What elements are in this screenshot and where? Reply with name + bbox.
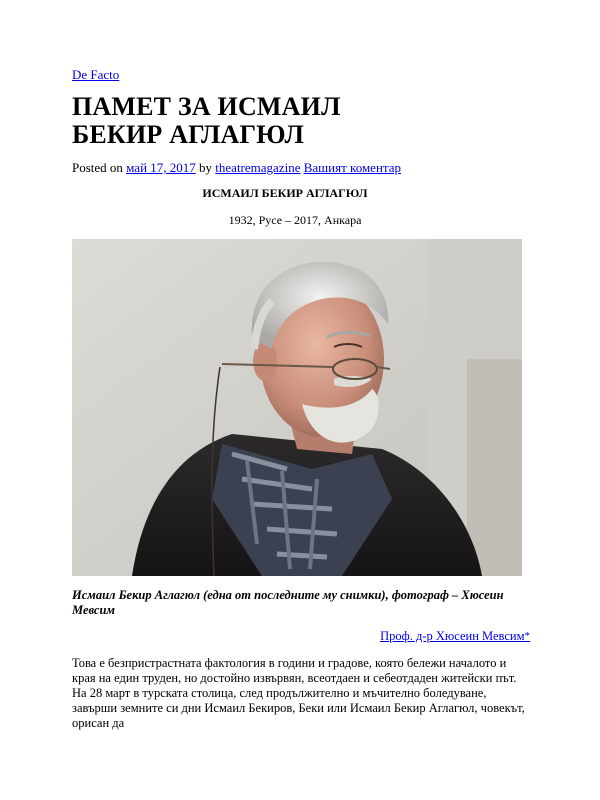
subject-name: ИСМАИЛ БЕКИР АГЛАГЮЛ	[202, 186, 368, 200]
subject-dates: 1932, Русе – 2017, Анкара	[228, 213, 362, 227]
footnote-link[interactable]	[525, 629, 531, 643]
title-line-1: ПАМЕТ ЗА ИСМАИЛ	[72, 92, 341, 121]
article-author	[380, 629, 530, 644]
post-meta	[72, 160, 401, 176]
article-title	[72, 93, 341, 149]
post-author-link[interactable]: theatremagazine	[215, 160, 301, 175]
portrait-illustration	[72, 239, 522, 576]
category-link[interactable]: De Facto	[72, 67, 120, 82]
by-label: by	[199, 160, 213, 175]
article-paragraph: Това е безпристрастната фактология в години и градове, която бележи началото и края на един труден, но достойно извървян, всеотдаен и себеотдаден житейски път. На 28 март в турската столица, след продължително и мъчително боледуване, завърши земните си дни Исмаил Бекиров, Беки или Исмаил Бекир Аглагюл, човекът, орисан да	[72, 656, 525, 730]
title-line-2: БЕКИР АГЛАГЮЛ	[72, 120, 305, 149]
posted-on-label: Posted on	[72, 160, 123, 175]
portrait-photo	[72, 239, 522, 576]
comment-link[interactable]: Вашият коментар	[303, 160, 402, 175]
post-date-link[interactable]: май 17, 2017	[126, 160, 196, 175]
article-author-link[interactable]: Проф. д-р Хюсеин Мевсим	[380, 629, 525, 643]
footnote-mark: *	[524, 630, 530, 642]
photo-caption: Исмаил Бекир Аглагюл (една от последните му снимки), фотограф – Хюсеин Мевсим	[72, 588, 504, 617]
